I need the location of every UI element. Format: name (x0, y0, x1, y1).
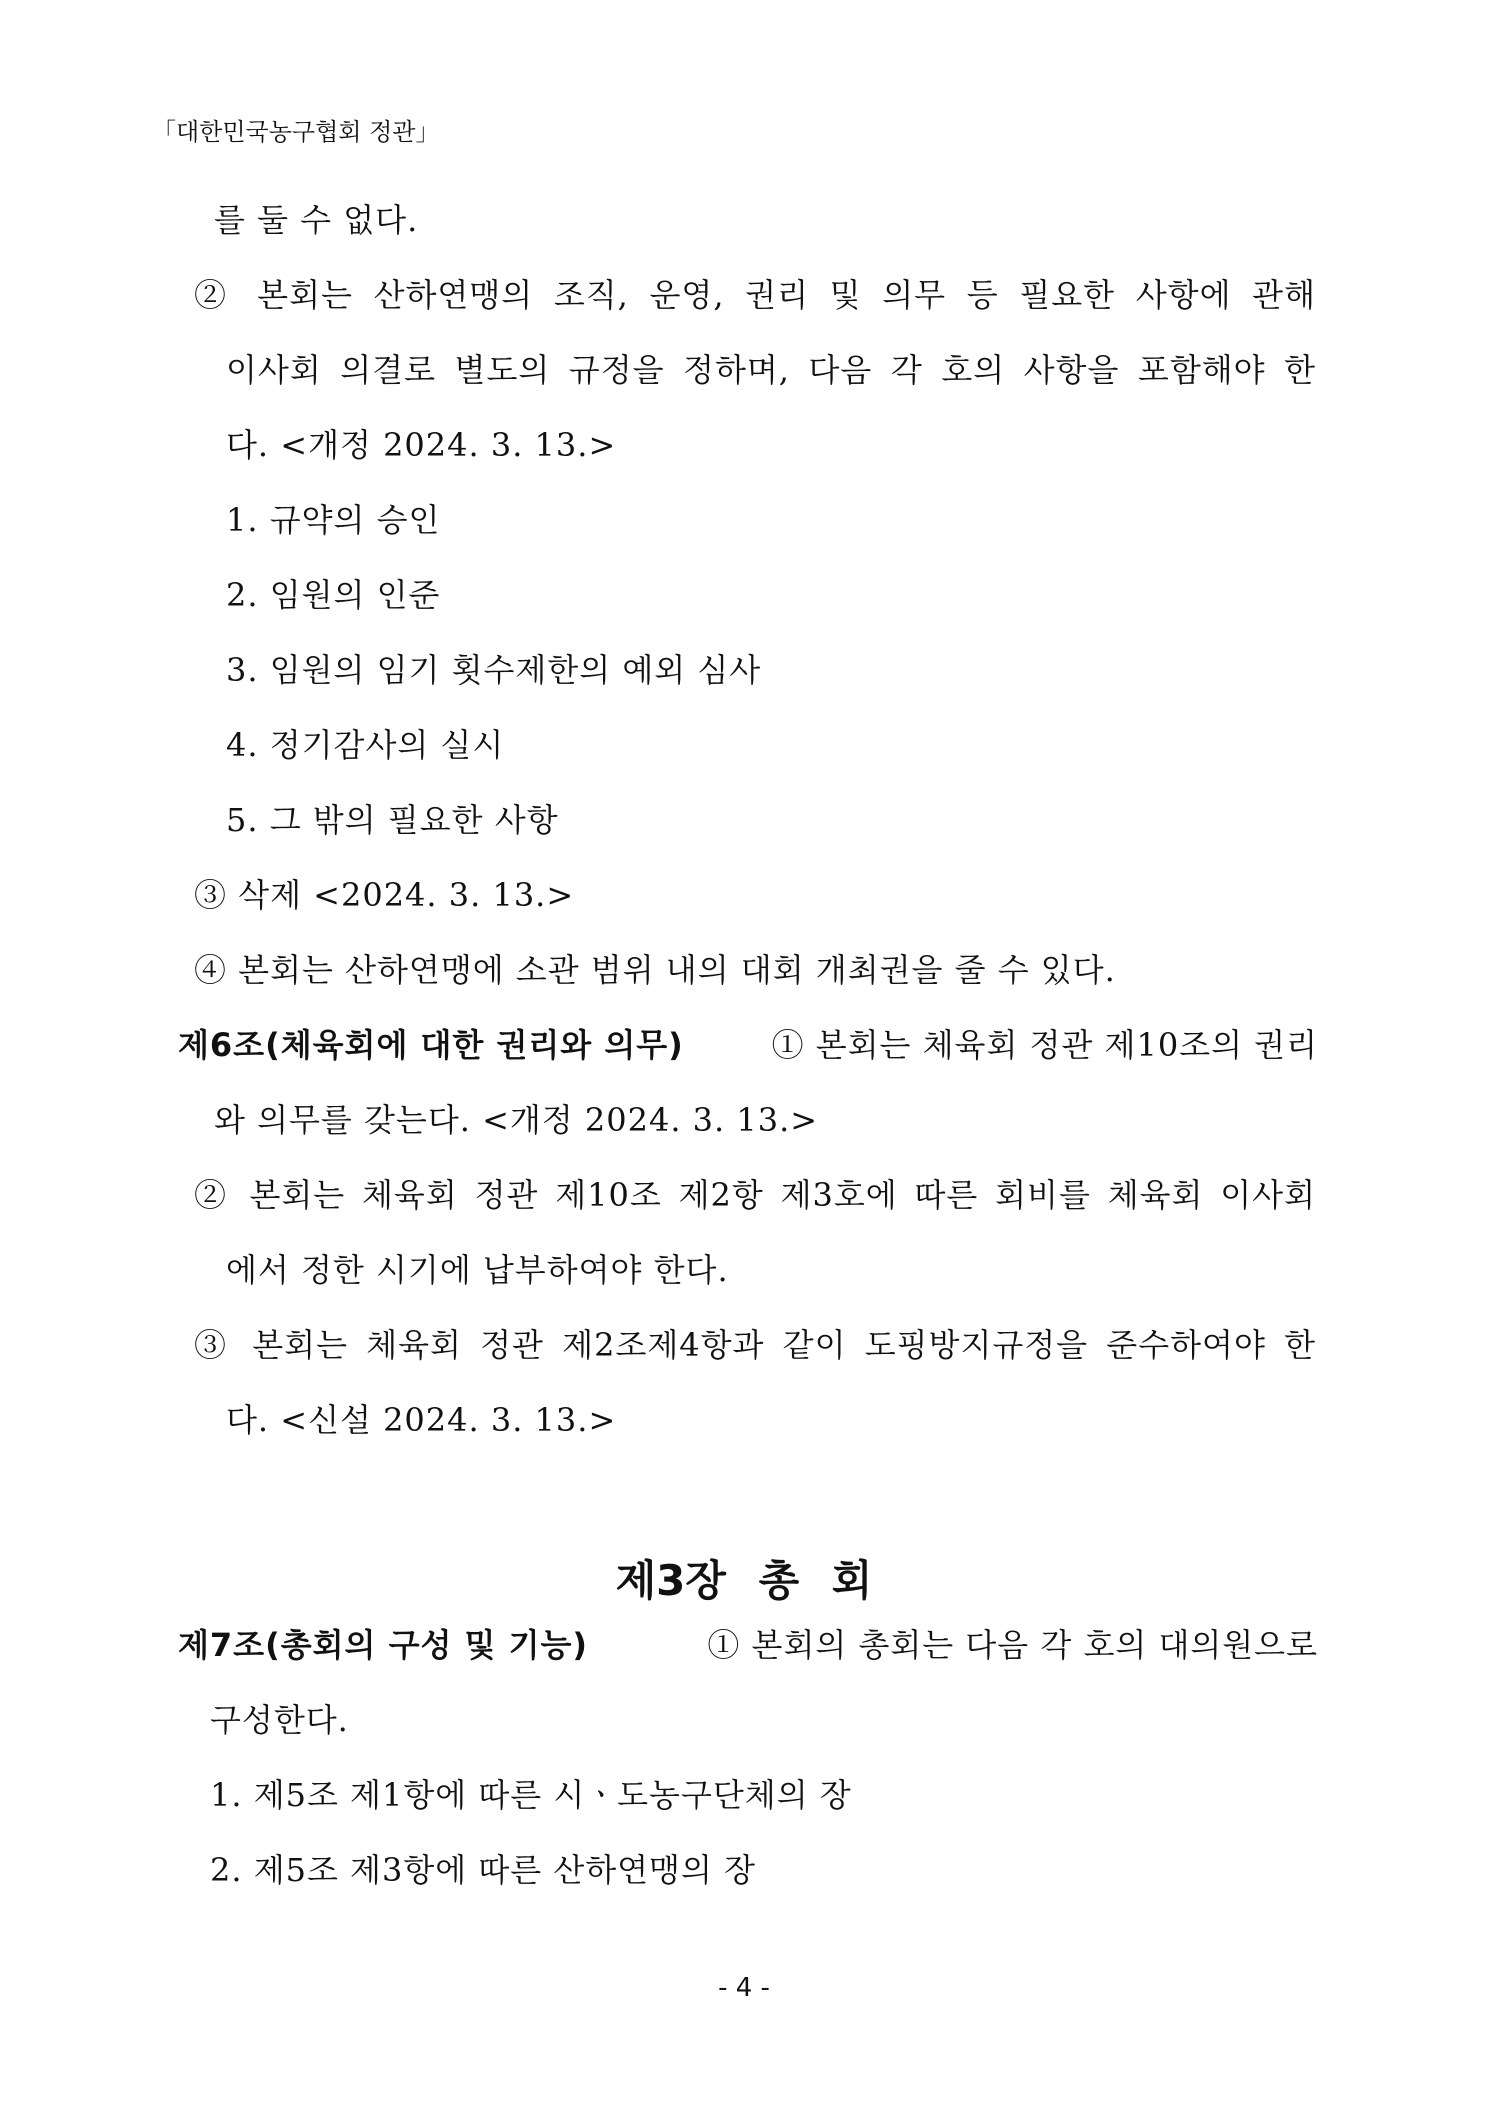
list-item: 1. 제5조 제1항에 따른 시ㆍ도농구단체의 장 (210, 1776, 852, 1814)
list-item: 3. 임원의 임기 횟수제한의 예외 심사 (226, 651, 762, 689)
article-6-heading-line (178, 1025, 1318, 1065)
list-item: 5. 그 밖의 필요한 사항 (226, 801, 559, 839)
list-item: 2. 제5조 제3항에 따른 산하연맹의 장 (210, 1851, 756, 1889)
text-line: ② 본회는 체육회 정관 제10조 제2항 제3호에 따른 회비를 체육회 이사회 (194, 1176, 1316, 1214)
article-title: 제6조(체육회에 대한 권리와 의무) (178, 1026, 684, 1064)
text-line: 다. <신설 2024. 3. 13.> (226, 1401, 617, 1439)
text-line: 를 둘 수 없다. (214, 201, 419, 239)
article-title: 제7조(총회의 구성 및 기능) (178, 1626, 589, 1664)
text-line: ③ 본회는 체육회 정관 제2조제4항과 같이 도핑방지규정을 준수하여야 한 (194, 1326, 1316, 1364)
text-line: 에서 정한 시기에 납부하여야 한다. (226, 1251, 729, 1289)
text-line: 와 의무를 갖는다. <개정 2024. 3. 13.> (214, 1101, 819, 1139)
document-header: 「대한민국농구협회 정관」 (152, 118, 440, 146)
list-item: 1. 규약의 승인 (226, 501, 441, 539)
list-item: 4. 정기감사의 실시 (226, 726, 505, 764)
chapter-heading: 제3장 총 회 (615, 1556, 873, 1605)
text-line: 구성한다. (210, 1701, 349, 1739)
page-number: - 4 - (718, 1973, 770, 2003)
text-line: ② 본회는 산하연맹의 조직, 운영, 권리 및 의무 등 필요한 사항에 관해 (194, 276, 1316, 314)
text-line: ④ 본회는 산하연맹에 소관 범위 내의 대회 개최권을 줄 수 있다. (194, 951, 1116, 989)
text-line: ③ 삭제 <2024. 3. 13.> (194, 876, 575, 914)
text-line: ① 본회는 체육회 정관 제10조의 권리 (771, 1026, 1318, 1064)
article-7-heading-line (178, 1625, 1318, 1665)
text-line: ① 본회의 총회는 다음 각 호의 대의원으로 (707, 1626, 1318, 1664)
text-line: 다. <개정 2024. 3. 13.> (226, 426, 617, 464)
text-line: 이사회 의결로 별도의 규정을 정하며, 다음 각 호의 사항을 포함해야 한 (226, 351, 1316, 389)
list-item: 2. 임원의 인준 (226, 576, 441, 614)
